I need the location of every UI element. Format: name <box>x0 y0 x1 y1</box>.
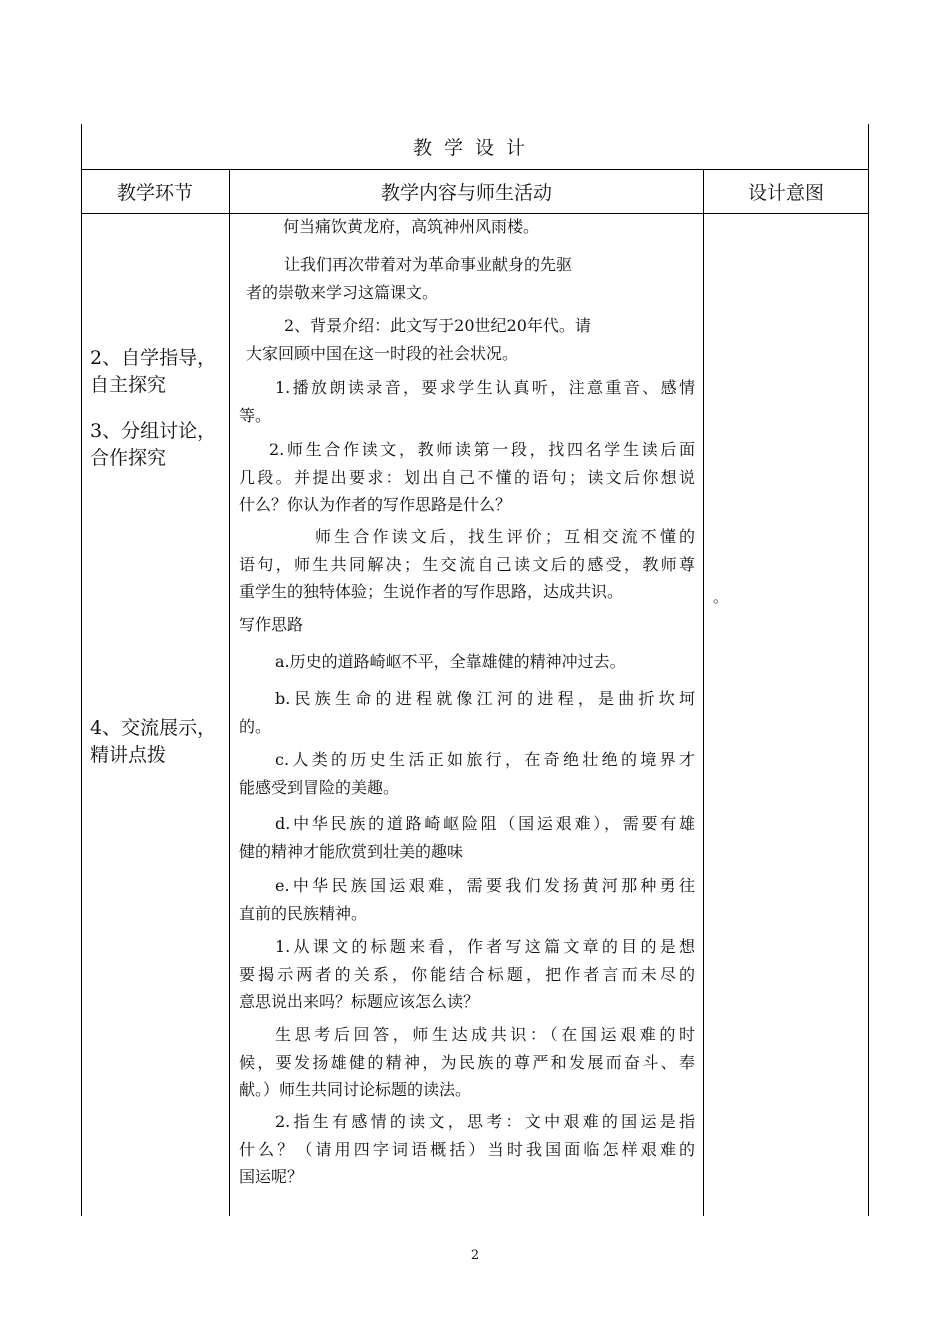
content-paragraph <box>239 523 695 606</box>
content-paragraph <box>239 611 695 639</box>
paragraph-line: 生思考后回答，师生达成共识：（在国运艰难的时 <box>275 1025 695 1044</box>
paragraph-line: e.中华民族国运艰难，需要我们发扬黄河那种勇往 <box>275 876 695 895</box>
paragraph-line: 几段。并提出要求：划出自己不懂的语句；读文后你想说 <box>239 467 695 487</box>
paragraph-line: 要揭示两者的关系，你能结合标题，把作者言而未尽的 <box>239 964 695 984</box>
content-paragraph <box>239 685 695 740</box>
paragraph-line: 语句，师生共同解决；生交流自己读文后的感受，教师尊 <box>239 554 695 574</box>
paragraph-line: 什么？（请用四字词语概括）当时我国面临怎样艰难的 <box>239 1139 695 1159</box>
paragraph-line: 何当痛饮黄龙府，高筑神州风雨楼。 <box>283 217 540 236</box>
paragraph-line: 候，要发扬雄健的精神，为民族的尊严和发展而奋斗、奉 <box>239 1052 695 1072</box>
content-paragraph <box>239 436 695 519</box>
stage-item <box>90 345 228 399</box>
paragraph-line: 大家回顾中国在这一时段的社会状况。 <box>246 343 519 363</box>
page-number: 2 <box>470 1248 480 1263</box>
content-paragraph <box>239 374 695 429</box>
paragraph-line: 2.指生有感情的读文，思考：文中艰难的国运是指 <box>275 1112 695 1131</box>
paragraph-line: 师生合作读文后，找生评价；互相交流不懂的 <box>315 527 695 546</box>
table-border-left <box>81 124 82 1216</box>
stage-line: 精讲点拨 <box>90 744 167 766</box>
stage-line: 合作探究 <box>90 447 167 469</box>
content-paragraph <box>239 648 695 676</box>
table-title: 教学设计 <box>412 137 537 159</box>
content-paragraph <box>239 810 695 865</box>
stage-line: 2、自学指导， <box>90 347 217 369</box>
paragraph-line: 2、背景介绍：此文写于20世纪20年代。请 <box>284 316 591 335</box>
paragraph-line: 写作思路 <box>239 615 304 634</box>
content-paragraph <box>246 312 666 367</box>
content-paragraph <box>239 872 695 927</box>
content-paragraph <box>239 933 695 1016</box>
content-paragraph <box>283 213 703 241</box>
paragraph-line: c.人类的历史生活正如旅行，在奇绝壮绝的境界才 <box>275 750 695 769</box>
paragraph-line: 直前的民族精神。 <box>239 903 368 923</box>
paragraph-line: 意思说出来吗？标题应该怎么读？ <box>239 992 480 1011</box>
content-paragraph <box>246 251 666 306</box>
content-paragraph <box>239 1021 695 1104</box>
header-stage: 教学环节 <box>116 182 193 204</box>
paragraph-line: a.历史的道路崎岖不平，全靠雄健的精神冲过去。 <box>275 652 626 671</box>
paragraph-line: 的。 <box>239 716 272 736</box>
header-content: 教学内容与师生活动 <box>380 182 552 204</box>
stage-line: 自主探究 <box>90 374 167 396</box>
paragraph-line: 让我们再次带着对为革命事业献身的先驱 <box>284 255 573 274</box>
content-paragraph <box>239 746 695 801</box>
paragraph-line: 2.师生合作读文，教师读第一段，找四名学生读后面 <box>269 440 695 459</box>
paragraph-line: 重学生的独特体验；生说作者的写作思路，达成共识。 <box>239 582 624 601</box>
intent-text: 。 <box>713 588 729 606</box>
column-divider-2 <box>703 169 704 1216</box>
paragraph-line: d.中华民族的道路崎岖险阻（国运艰难），需要有雄 <box>275 814 695 833</box>
paragraph-line: b.民族生命的进程就像江河的进程，是曲折坎坷 <box>275 689 695 708</box>
paragraph-line: 1.从课文的标题来看，作者写这篇文章的目的是想 <box>275 937 695 956</box>
content-paragraph <box>239 1108 695 1191</box>
paragraph-line: 国运呢？ <box>239 1167 304 1186</box>
paragraph-line: 者的崇敬来学习这篇课文。 <box>246 282 439 302</box>
table-border-right <box>868 124 869 1216</box>
header-intent: 设计意图 <box>747 182 824 204</box>
paragraph-line: 等。 <box>239 405 272 425</box>
paragraph-line: 献。）师生共同讨论标题的读法。 <box>239 1080 472 1099</box>
column-divider-1 <box>229 169 230 1216</box>
paragraph-line: 什么？你认为作者的写作思路是什么？ <box>239 495 512 514</box>
paragraph-line: 能感受到冒险的美趣。 <box>239 777 400 797</box>
stage-item <box>90 715 228 769</box>
stage-line: 3、分组讨论， <box>90 420 217 442</box>
paragraph-line: 1.播放朗读录音，要求学生认真听，注意重音、感情 <box>275 378 695 397</box>
stage-line: 4、交流展示， <box>90 717 217 739</box>
stage-item <box>90 418 228 472</box>
paragraph-line: 健的精神才能欣赏到壮美的趣味 <box>239 841 464 861</box>
